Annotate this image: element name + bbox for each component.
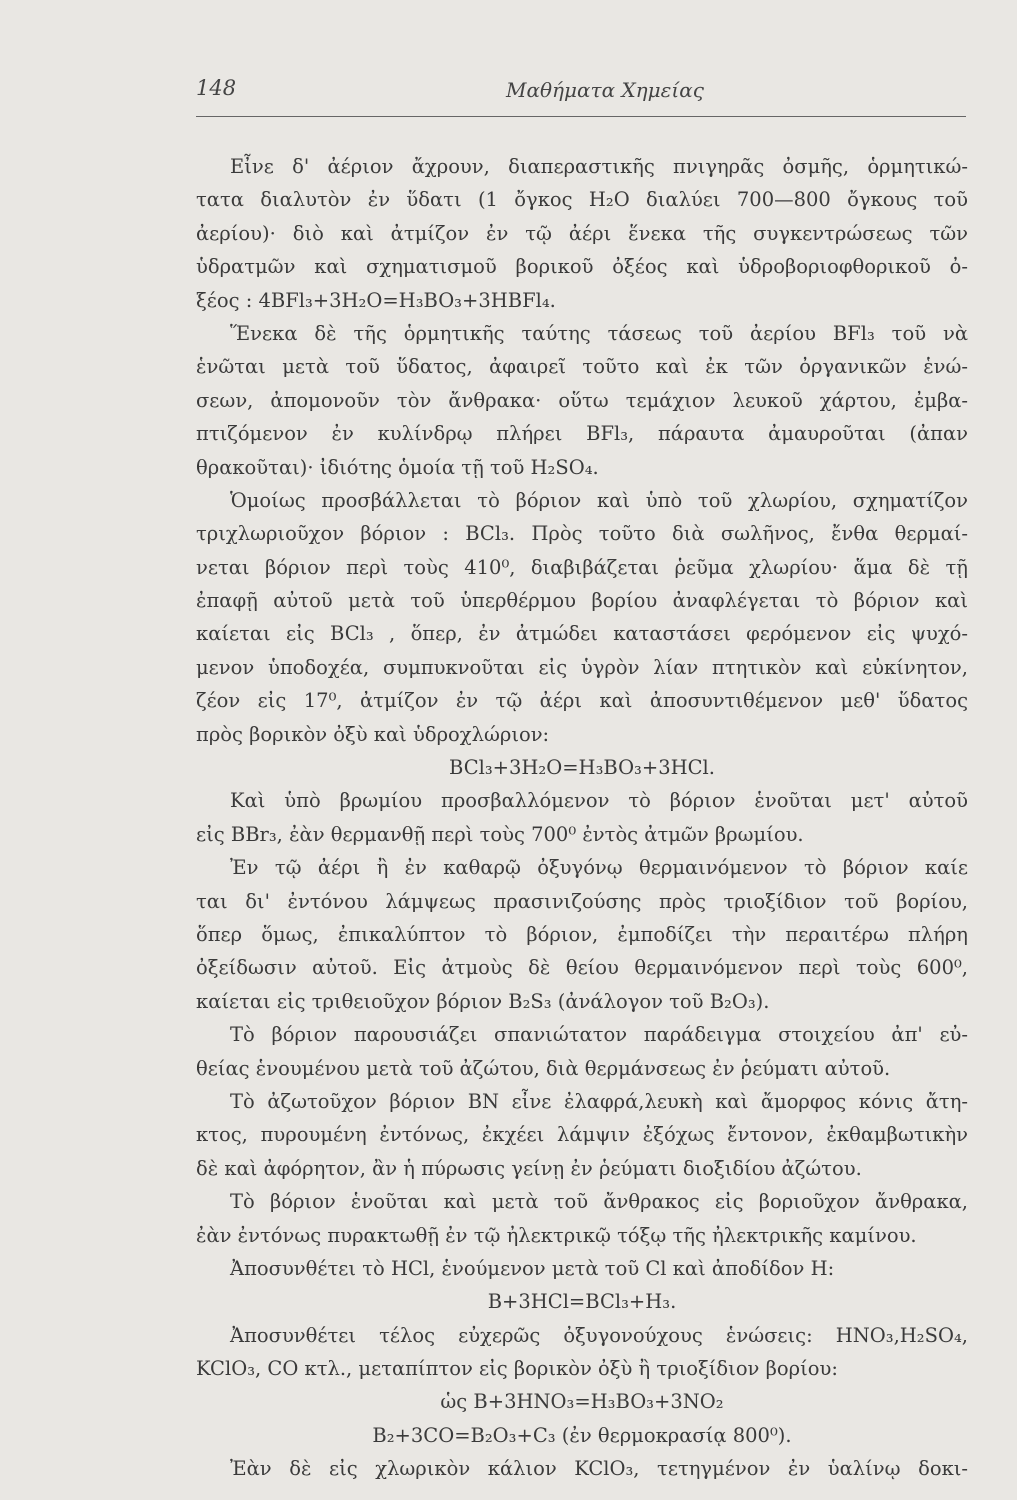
text-line: καίεται εἰς τριθειοῦχον βόριον B₂S₃ (ἀνάλογον τοῦ B₂O₃). [196,989,770,1013]
text-line: μενον ὑποδοχέα, συμπυκνοῦται εἰς ὑγρὸν λίαν πτητικὸν καὶ εὐκίνητον, [196,655,968,679]
text-line: τατα διαλυτὸν ἐν ὕδατι (1 ὄγκος H₂O διαλύει 700—800 ὄγκους τοῦ [196,188,968,212]
text-line: ἑνῶται μετὰ τοῦ ὕδατος, ἀφαιρεῖ τοῦτο καὶ ἐκ τῶν ὀργανικῶν ἑνώ- [196,355,968,379]
text-line: ἀερίου)· διὸ καὶ ἀτμίζον ἐν τῷ ἀέρι ἕνεκα τῆς συγκεντρώσεως τῶν [196,221,968,245]
formula-line: ξέος : 4BFl₃+3H₂O=H₃BO₃+3HBFl₄. [196,288,556,312]
body-text [196,150,968,1486]
text-line: πρὸς βορικὸν ὀξὺ καὶ ὑδροχλώριον: [196,722,550,746]
text-line: Ὁμοίως προσβάλλεται τὸ βόριον καὶ ὑπὸ τοῦ χλωρίου, σχηματίζον [230,488,968,512]
text-line: δὲ καὶ ἀφόρητον, ἂν ἡ πύρωσις γείνῃ ἐν ῥεύματι διοξιδίου ἀζώτου. [196,1156,862,1180]
text-line: θείας ἑνουμένου μετὰ τοῦ ἀζώτου, διὰ θερμάνσεως ἐν ῥεύματι αὐτοῦ. [196,1056,891,1080]
text-line: ὑδρατμῶν καὶ σχηματισμοῦ βορικοῦ ὀξέος καὶ ὑδροβοριοφθορικοῦ ὀ- [196,255,968,279]
formula-line: BCl₃+3H₂O=H₃BO₃+3HCl. [449,756,715,780]
text-line: ται δι' ἐντόνου λάμψεως πρασινιζούσης πρὸς τριοξίδιον τοῦ βορίου, [196,889,968,913]
formula-line: ὡς B+3HNO₃=H₃BO₃+3NO₂ [440,1390,724,1414]
text-line: καίεται εἰς BCl₃ , ὅπερ, ἐν ἀτμώδει καταστάσει φερόμενον εἰς ψυχό- [196,622,968,646]
formula-line: B+3HCl=BCl₃+H₃. [487,1290,677,1314]
page-header [196,76,966,106]
text-line: κτος, πυρουμένη ἐντόνως, ἐκχέει λάμψιν ἐξόχως ἔντονον, ἐκθαμβωτικὴν [196,1123,968,1147]
text-line: τριχλωριοῦχον βόριον : BCl₃. Πρὸς τοῦτο διὰ σωλῆνος, ἔνθα θερμαί- [196,522,968,546]
formula-line: B₂+3CO=B₂O₃+C₃ (ἐν θερμοκρασίᾳ 800⁰). [372,1423,792,1447]
text-line: Ἀποσυνθέτει τὸ HCl, ἑνούμενον μετὰ τοῦ Cl καὶ ἀποδίδον H: [230,1256,835,1280]
running-title: Μαθήματα Χημείας [506,78,704,102]
text-line: σεων, ἀπομονοῦν τὸν ἄνθρακα· οὕτω τεμάχιον λευκοῦ χάρτου, ἐμβα- [196,388,968,412]
text-line: Ἀποσυνθέτει τέλος εὐχερῶς ὀξυγονούχους ἑνώσεις: HNO₃,H₂SO₄, [230,1323,968,1347]
text-line: θρακοῦται)· ἰδιότης ὁμοία τῇ τοῦ H₂SO₄. [196,455,599,479]
text-line: πτιζόμενον ἐν κυλίνδρῳ πλήρει BFl₃, πάραυτα ἀμαυροῦται (ἀπαν [196,422,968,446]
text-line: εἰς BBr₃, ἐὰν θερμανθῇ περὶ τοὺς 700⁰ ἐντὸς ἀτμῶν βρωμίου. [196,822,804,846]
text-line: ζέον εἰς 17⁰, ἀτμίζον ἐν τῷ ἀέρι καὶ ἀποσυντιθέμενον μεθ' ὕδατος [196,689,968,713]
text-line: KClO₃, CO κτλ., μεταπίπτον εἰς βορικὸν ὀξὺ ἢ τριοξίδιον βορίου: [196,1357,838,1381]
text-line: νεται βόριον περὶ τοὺς 410⁰, διαβιβάζεται ῥεῦμα χλωρίου· ἅμα δὲ τῇ [196,555,968,579]
text-line: ἐπαφῇ αὐτοῦ μετὰ τοῦ ὑπερθέρμου βορίου ἀναφλέγεται τὸ βόριον καὶ [196,589,968,613]
header-rule [196,116,966,117]
text-line: Ἕνεκα δὲ τῆς ὁρμητικῆς ταύτης τάσεως τοῦ ἀερίου BFl₃ τοῦ νὰ [230,321,968,345]
page-number: 148 [196,76,237,100]
text-line: Καὶ ὑπὸ βρωμίου προσβαλλόμενον τὸ βόριον ἑνοῦται μετ' αὐτοῦ [230,789,968,813]
text-line: Τὸ ἀζωτοῦχον βόριον BN εἶνε ἐλαφρά,λευκὴ καὶ ἄμορφος κόνις ἄτη- [230,1089,968,1113]
text-line: ἐὰν ἐντόνως πυρακτωθῇ ἐν τῷ ἠλεκτρικῷ τόξῳ τῆς ἠλεκτρικῆς καμίνου. [196,1223,917,1247]
text-line: ὀξείδωσιν αὐτοῦ. Εἰς ἀτμοὺς δὲ θείου θερμαινόμενον περὶ τοὺς 600⁰, [196,956,968,980]
text-line: ὅπερ ὅμως, ἐπικαλύπτον τὸ βόριον, ἐμποδίζει τὴν περαιτέρω πλήρη [196,922,968,946]
text-line: Ἐν τῷ ἀέρι ἢ ἐν καθαρῷ ὀξυγόνῳ θερμαινόμενον τὸ βόριον καίε [230,856,968,880]
text-line: Τὸ βόριον ἑνοῦται καὶ μετὰ τοῦ ἄνθρακος εἰς βοριοῦχον ἄνθρακα, [230,1190,968,1214]
text-line: Εἶνε δ' ἀέριον ἄχρουν, διαπεραστικῆς πνιγηρᾶς ὀσμῆς, ὁρμητικώ- [230,155,968,178]
text-line: Τὸ βόριον παρουσιάζει σπανιώτατον παράδειγμα στοιχείου ἀπ' εὐ- [230,1023,968,1047]
text-line: Ἐὰν δὲ εἰς χλωρικὸν κάλιον KClO₃, τετηγμένον ἐν ὑαλίνῳ δοκι- [230,1457,968,1481]
